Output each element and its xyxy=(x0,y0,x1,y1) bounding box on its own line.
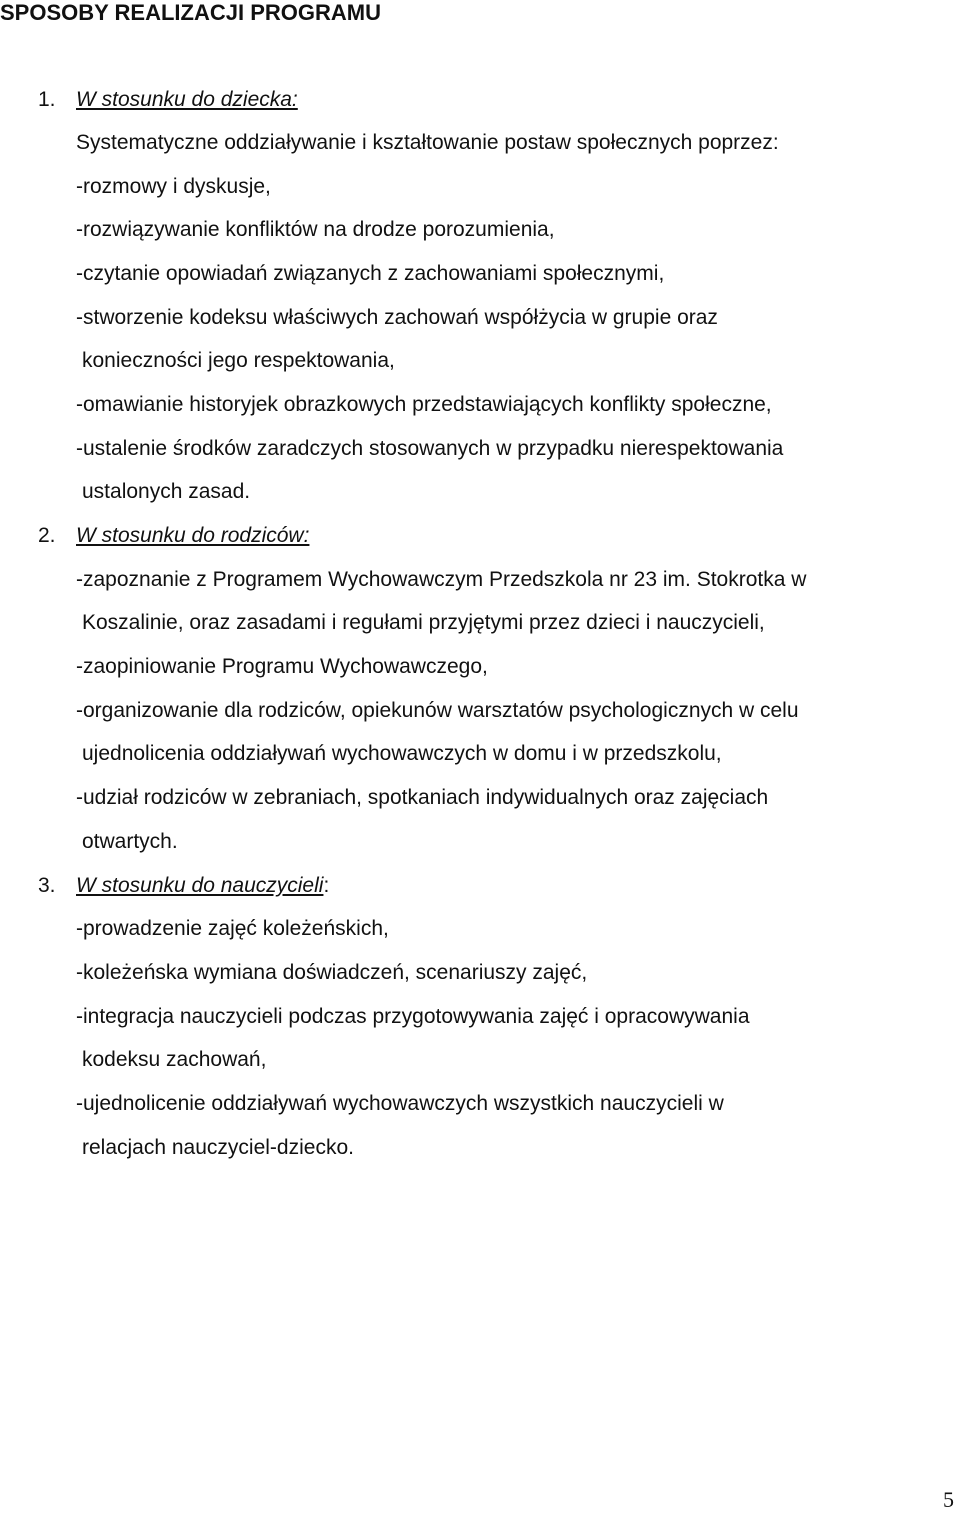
section-3-heading: W stosunku do nauczycieli xyxy=(76,874,324,897)
section-1-line: -ustalenie środków zaradczych stosowanych w przypadku nierespektowania xyxy=(76,437,784,460)
section-3-line: relacjach nauczyciel-dziecko. xyxy=(82,1136,354,1159)
section-2-line: otwartych. xyxy=(82,830,178,853)
section-2-heading: W stosunku do rodziców: xyxy=(76,524,310,547)
section-2-number: 2. xyxy=(38,524,56,547)
section-3-heading-wrap xyxy=(76,873,329,899)
section-1-line: -omawianie historyjek obrazkowych przedstawiających konflikty społeczne, xyxy=(76,393,772,416)
section-1-line: -czytanie opowiadań związanych z zachowaniami społecznymi, xyxy=(76,262,665,285)
section-3-line: -integracja nauczycieli podczas przygotowywania zajęć i opracowywania xyxy=(76,1005,750,1028)
section-2-line: -zapoznanie z Programem Wychowawczym Przedszkola nr 23 im. Stokrotka w xyxy=(76,568,807,591)
section-2-line: -udział rodziców w zebraniach, spotkaniach indywidualnych oraz zajęciach xyxy=(76,786,769,809)
section-1-line: -stworzenie kodeksu właściwych zachowań współżycia w grupie oraz xyxy=(76,306,718,329)
section-3-line: kodeksu zachowań, xyxy=(82,1048,267,1071)
section-3-line: -prowadzenie zajęć koleżeńskich, xyxy=(76,917,389,940)
section-2-line: -zaopiniowanie Programu Wychowawczego, xyxy=(76,655,488,678)
section-1-line: -rozmowy i dyskusje, xyxy=(76,175,271,198)
page-number: 5 xyxy=(943,1487,954,1512)
section-3-heading-suffix: : xyxy=(323,874,330,897)
section-3-line: -koleżeńska wymiana doświadczeń, scenariuszy zajęć, xyxy=(76,961,588,984)
section-2-line: ujednolicenia oddziaływań wychowawczych w domu i w przedszkolu, xyxy=(82,742,722,765)
section-3-number: 3. xyxy=(38,874,56,897)
section-3-line: -ujednolicenie oddziaływań wychowawczych wszystkich nauczycieli w xyxy=(76,1092,724,1115)
page-title: SPOSOBY REALIZACJI PROGRAMU xyxy=(0,0,381,25)
section-2-line: Koszalinie, oraz zasadami i regułami przyjętymi przez dzieci i nauczycieli, xyxy=(82,611,765,634)
section-1-line: Systematyczne oddziaływanie i kształtowanie postaw społecznych poprzez: xyxy=(76,131,779,154)
section-2-line: -organizowanie dla rodziców, opiekunów warsztatów psychologicznych w celu xyxy=(76,699,799,722)
section-1-line: konieczności jego respektowania, xyxy=(82,349,395,372)
section-1-line: -rozwiązywanie konfliktów na drodze porozumienia, xyxy=(76,218,555,241)
section-1-heading: W stosunku do dziecka: xyxy=(76,88,298,111)
section-1-number: 1. xyxy=(38,88,56,111)
section-1-line: ustalonych zasad. xyxy=(82,480,251,503)
